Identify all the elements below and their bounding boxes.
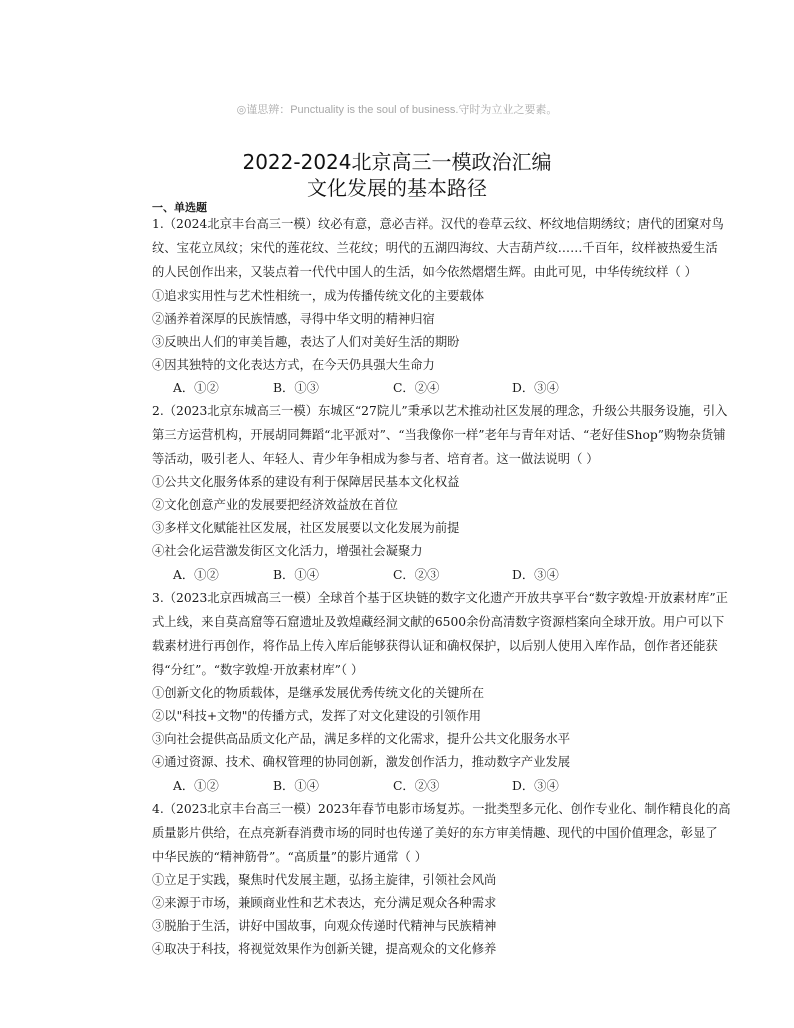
question-2-item-3: ③多样文化赋能社区发展，社区发展要以文化发展为前提 [152,521,460,535]
question-4-item-1: ①立足于实践，聚焦时代发展主题，弘扬主旋律，引领社会风尚 [152,873,497,887]
question-3-option-c: C．②③ [393,779,440,793]
question-2-option-d: D．③④ [512,568,559,582]
question-2-option-a: A．①② [173,568,219,582]
section-heading: 一、单选题 [152,201,207,214]
question-1-option-c: C．②④ [393,381,440,395]
question-3-item-3: ③向社会提供高品质文化产品，满足多样的文化需求，提升公共文化服务水平 [152,732,571,746]
document-title: 2022-2024北京高三一模政治汇编 [242,150,552,174]
question-4-stem-line-1: 4.（2023北京丰台高三一模）2023年春节电影市场复苏。一批类型多元化、创作专业化、制作精良化的高 [152,802,731,816]
question-1-option-d: D．③④ [512,381,559,395]
question-1-stem-line-2: 纹、宝花立凤纹；宋代的莲花纹、兰花纹；明代的五湖四海纹、大吉葫芦纹……千百年，纹样被热爱生活 [152,241,718,255]
question-1-item-3: ③反映出人们的审美旨趣，表达了人们对美好生活的期盼 [152,335,460,349]
question-4-stem-line-2: 质量影片供给，在点亮新春消费市场的同时也传递了美好的东方审美情趣、现代的中国价值理念，彰显了 [152,826,718,840]
question-2-option-c: C．②③ [393,568,440,582]
question-3-stem-line-4: 得“分红”。“数字敦煌·开放素材库”（ ） [152,663,364,677]
question-3-option-b: B．①④ [273,779,319,793]
question-3-stem-line-2: 式上线，来自莫高窟等石窟遗址及敦煌藏经洞文献的6500余份高清数字资源档案向全球开放。用户可以下 [152,615,725,629]
question-1-stem-line-1: 1.（2024北京丰台高三一模）纹必有意，意必吉祥。汉代的卷草云纹、杯纹地信期绣纹；唐代的团窠对鸟 [152,217,724,231]
question-1-item-1: ①追求实用性与艺术性相统一，成为传播传统文化的主要载体 [152,289,485,303]
question-3-item-2: ②以"科技+文物"的传播方式，发挥了对文化建设的引领作用 [152,709,482,723]
question-4-item-2: ②来源于市场，兼顾商业性和艺术表达，充分满足观众各种需求 [152,896,497,910]
question-2-item-2: ②文化创意产业的发展要把经济效益放在首位 [152,498,398,512]
question-3-stem-line-1: 3.（2023北京西城高三一模）全球首个基于区块链的数字文化遗产开放共享平台“数字敦煌·开放素材库”正 [152,591,728,605]
question-1-option-b: B．①③ [273,381,319,395]
question-3-item-1: ①创新文化的物质载体，是继承发展优秀传统文化的关键所在 [152,686,485,700]
question-2-item-1: ①公共文化服务体系的建设有利于保障居民基本文化权益 [152,475,460,489]
watermark: ◎谨思辨：Punctuality is the soul of business.守时为立业之要素。 [236,104,558,116]
question-2-option-b: B．①④ [273,568,319,582]
question-3-item-4: ④通过资源、技术、确权管理的协同创新，激发创作活力，推动数字产业发展 [152,755,571,769]
question-4-item-3: ③脱胎于生活，讲好中国故事，向观众传递时代精神与民族精神 [152,919,497,933]
question-1-stem-line-3: 的人民创作出来，又装点着一代代中国人的生活，如今依然熠熠生辉。由此可见，中华传统纹样（ ） [152,265,697,279]
document-subtitle: 文化发展的基本路径 [307,176,487,200]
question-1-item-4: ④因其独特的文化表达方式，在今天仍具强大生命力 [152,358,435,372]
question-2-stem-line-3: 等活动，吸引老人、年轻人、青少年争相成为参与者、培育者。这一做法说明（ ） [152,452,599,466]
question-2-stem-line-2: 第三方运营机构，开展胡同舞蹈“北平派对”、“当我像你一样”老年与青年对话、“老好佳Shop”购物杂货铺 [152,428,726,442]
question-4-stem-line-3: 中华民族的“精神筋骨”。“高质量”的影片通常（ ） [152,850,427,864]
question-2-item-4: ④社会化运营激发街区文化活力，增强社会凝聚力 [152,544,423,558]
question-1-item-2: ②涵养着深厚的民族情感，寻得中华文明的精神归宿 [152,312,435,326]
question-3-option-d: D．③④ [512,779,559,793]
question-3-option-a: A．①② [173,779,219,793]
question-4-item-4: ④取决于科技，将视觉效果作为创新关键，提高观众的文化修养 [152,942,497,956]
question-1-option-a: A．①② [173,381,219,395]
question-2-stem-line-1: 2.（2023北京东城高三一模）东城区“27院儿”秉承以艺术推动社区发展的理念，升级公共服务设施，引入 [152,404,728,418]
question-3-stem-line-3: 载素材进行再创作，将作品上传入库后能够获得认证和确权保护，以后别人使用入库作品，创作者还能获 [152,639,718,653]
